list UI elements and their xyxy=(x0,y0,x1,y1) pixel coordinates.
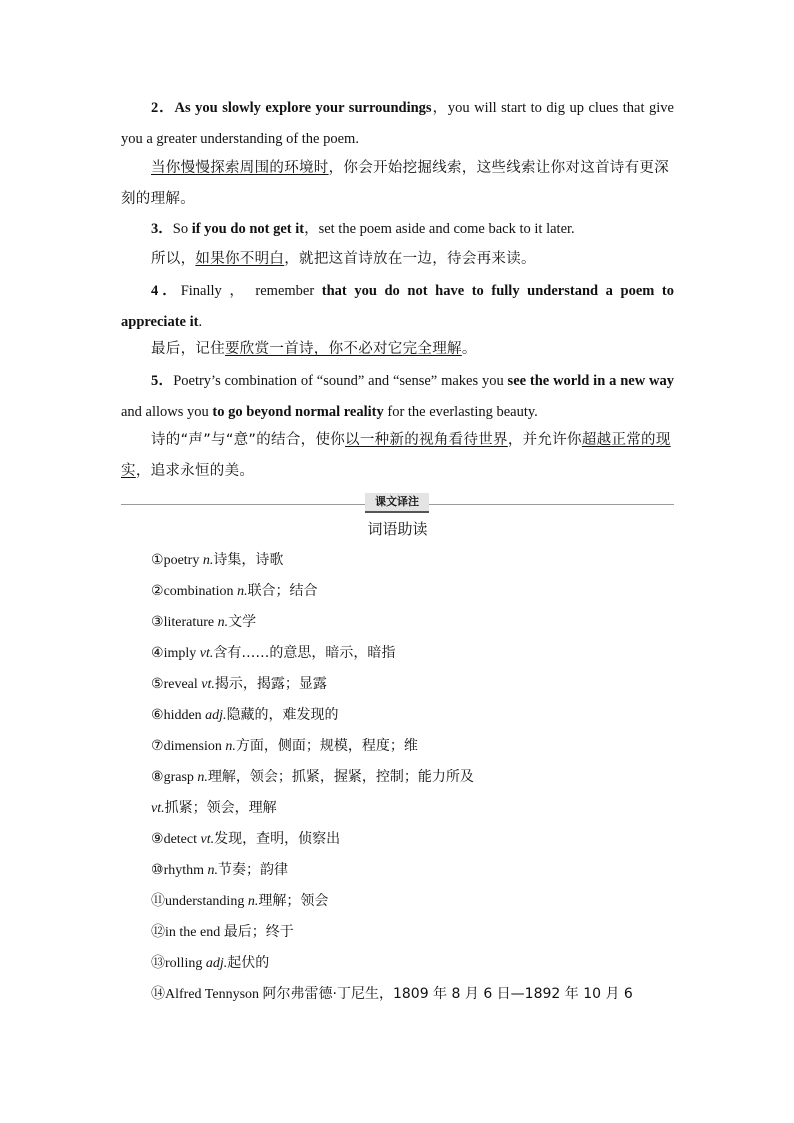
glossary-definition: 联合；结合 xyxy=(247,583,318,599)
glossary-term: Alfred Tennyson xyxy=(165,987,263,1002)
glossary-item xyxy=(151,921,294,941)
glossary-item xyxy=(151,549,283,569)
glossary-definition: 隐藏的，难发现的 xyxy=(226,707,339,723)
glossary-item xyxy=(151,859,288,879)
underlined-translation: 以一种新的视角看待世界 xyxy=(345,432,508,448)
glossary-pos: n. xyxy=(247,894,259,909)
glossary-number: ⑨ xyxy=(151,832,164,847)
glossary-pos: n. xyxy=(202,553,214,568)
glossary-item xyxy=(151,673,327,693)
glossary-definition: 方面，侧面；规模，程度；维 xyxy=(235,738,418,754)
sentence-5-chinese: 诗的“声”与“意”的结合，使你以一种新的视角看待世界，并允许你超越正常的现实，追求永恒的美。 xyxy=(121,432,671,479)
sentence-2-english: 2．As you slowly explore your surroundings，you will start to dig up clues that give you a greater understanding of the poem. xyxy=(121,100,674,147)
glossary-number: ④ xyxy=(151,646,164,661)
glossary-item xyxy=(151,797,277,817)
glossary-term: poetry xyxy=(163,553,203,568)
glossary-item xyxy=(151,611,256,631)
glossary-definition: 揭示，揭露；显露 xyxy=(214,676,327,692)
glossary-pos: n. xyxy=(237,584,248,599)
sentence-2-chinese: 当你慢慢探索周围的环境时，你会开始挖掘线索，这些线索让你对这首诗有更深刻的理解。 xyxy=(121,160,670,207)
sentence-number: 5 xyxy=(151,373,159,389)
key-phrase: see the world in a new way xyxy=(507,373,674,389)
glossary-pos: vt. xyxy=(151,801,165,816)
sentence-number: 4 xyxy=(151,283,159,299)
glossary-term: reveal xyxy=(163,677,202,692)
glossary-number: ⑩ xyxy=(151,863,164,878)
sentence-number: 3 xyxy=(151,221,159,237)
glossary-term: in the end xyxy=(165,925,224,940)
key-phrase: that you do not have to fully understand a poem to appreciate it xyxy=(121,283,675,330)
glossary-item xyxy=(151,642,395,662)
key-phrase: if you do not get it xyxy=(191,221,305,237)
glossary-definition: 理解；领会 xyxy=(258,893,329,909)
key-phrase: to go beyond normal reality xyxy=(212,403,384,420)
glossary-pos: adj. xyxy=(205,956,228,971)
key-phrase: As you slowly explore your surroundings xyxy=(174,100,432,116)
glossary-item xyxy=(151,983,633,1003)
sentence-4-chinese: 最后，记住要欣赏一首诗，你不必对它完全理解。 xyxy=(151,341,477,357)
glossary-pos: vt. xyxy=(201,677,215,692)
glossary-term: grasp xyxy=(163,770,198,785)
glossary-number: ③ xyxy=(151,615,164,630)
glossary-number: ⑧ xyxy=(151,770,164,785)
sentence-4-english: 4．Finally ， remember that you do not have to fully understand a poem to appreciate it. xyxy=(121,283,675,330)
glossary-term: combination xyxy=(163,584,238,599)
sentence-5-english: 5．Poetry’s combination of “sound” and “sense” makes you see the world in a new way and allows you to go beyond normal reality for the everlasting beauty. xyxy=(121,373,674,420)
glossary-pos: vt. xyxy=(200,832,215,847)
glossary-pos: n. xyxy=(225,739,236,754)
glossary-item xyxy=(151,735,418,755)
glossary-number: ⑪ xyxy=(151,894,165,909)
glossary-definition: 最后；终于 xyxy=(223,924,294,940)
underlined-translation: 超越正常的现实 xyxy=(121,432,671,479)
glossary-term: imply xyxy=(163,646,200,661)
glossary-number: ② xyxy=(151,584,164,599)
glossary-item xyxy=(151,580,318,600)
glossary-pos: n. xyxy=(207,863,219,878)
glossary-item xyxy=(151,828,340,848)
glossary-item xyxy=(151,704,339,724)
glossary-item xyxy=(151,952,269,972)
glossary-definition: 起伏的 xyxy=(227,955,270,971)
underlined-translation: 要欣赏一首诗，你不必对它完全理解 xyxy=(225,341,462,357)
glossary-item xyxy=(151,766,474,786)
glossary-number: ⑤ xyxy=(151,677,164,692)
glossary-term: understanding xyxy=(165,894,248,909)
glossary-number: ⑦ xyxy=(151,739,164,754)
glossary-pos: adj. xyxy=(205,708,227,723)
glossary-term: hidden xyxy=(163,708,206,723)
glossary-term: literature xyxy=(163,615,218,630)
glossary-definition: 发现，查明，侦察出 xyxy=(214,831,341,847)
glossary-term: detect xyxy=(163,832,201,847)
sentence-number: 2 xyxy=(151,100,159,116)
glossary-pos: vt. xyxy=(199,646,214,661)
glossary-pos: n. xyxy=(197,770,208,785)
sentence-3-english: 3．So if you do not get it，set the poem aside and come back to it later. xyxy=(151,221,575,237)
glossary-term: rhythm xyxy=(163,863,208,878)
glossary-number: ⑬ xyxy=(151,956,165,971)
glossary-definition: 诗集，诗歌 xyxy=(213,552,284,568)
glossary-number: ⑥ xyxy=(151,708,164,723)
sentence-3-chinese: 所以，如果你不明白，就把这首诗放在一边，待会再来读。 xyxy=(151,251,536,267)
glossary-number: ⑭ xyxy=(151,987,165,1002)
glossary-definition: 含有……的意思，暗示，暗指 xyxy=(213,645,396,661)
underlined-translation: 当你慢慢探索周围的环境时 xyxy=(151,160,329,176)
glossary-definition: 阿尔弗雷德·丁尼生，1809 年 8 月 6 日—1892 年 10 月 6 xyxy=(262,986,633,1002)
glossary-term: dimension xyxy=(163,739,226,754)
glossary-number: ① xyxy=(151,553,164,568)
glossary-number: ⑫ xyxy=(151,925,165,940)
glossary-definition: 抓紧；领会，理解 xyxy=(164,800,277,816)
glossary-definition: 文学 xyxy=(228,614,257,630)
section-label: 课文译注 xyxy=(365,493,429,513)
glossary-definition: 节奏；韵律 xyxy=(218,862,289,878)
underlined-translation: 如果你不明白 xyxy=(195,251,285,267)
glossary-definition: 理解，领会；抓紧，握紧，控制；能力所及 xyxy=(207,769,474,785)
glossary-term: rolling xyxy=(165,956,206,971)
section-title: 词语助读 xyxy=(367,520,428,538)
glossary-item xyxy=(151,890,328,910)
glossary-pos: n. xyxy=(217,615,229,630)
